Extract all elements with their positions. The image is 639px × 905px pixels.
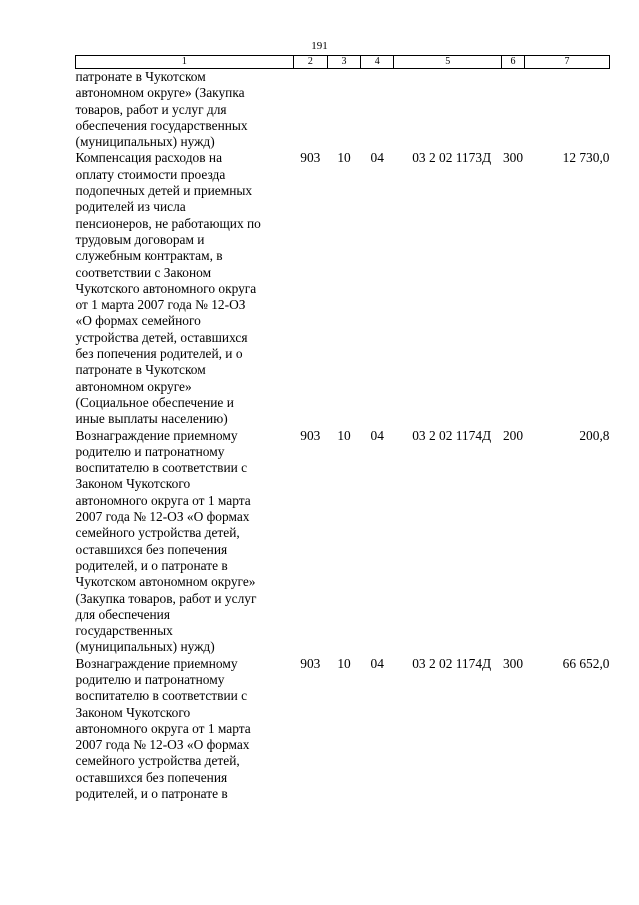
header-col-3: 3 [327,56,360,69]
description-line: иные выплаты населению) [75,411,228,427]
row-description [76,150,294,427]
description-line: семейного устройства детей, [75,753,240,769]
description-line: (муниципальных) нужд) [75,639,215,655]
row-amount: 200,8 [579,427,610,443]
row-expense-type: 300 [502,655,524,671]
description-line: 2007 года № 12-ОЗ «О формах [75,737,250,753]
row-section-code: 10 [337,655,351,671]
row-subsection-code [361,69,394,151]
description-line: от 1 марта 2007 года № 12-ОЗ [75,297,246,313]
table-row [76,428,610,656]
description-line: для обеспечения [75,606,170,622]
description-line: пенсионеров, не работающих по [75,215,261,231]
description-line: оставшихся без попечения [75,541,228,557]
row-section-code: 10 [337,427,351,443]
row-section-code [327,69,360,151]
header-col-7: 7 [524,56,609,69]
description-line: «О формах семейного [75,313,201,329]
description-line: родителю и патронатному [75,671,225,687]
description-line: автономного округа от 1 марта [75,492,251,508]
description-line: родителю и патронатному [75,443,225,459]
row-ministry-code: 903 [300,150,321,166]
description-line: государственных [75,623,173,639]
row-ministry-code: 903 [300,655,321,671]
description-line: Чукотском автономном округе» [75,574,256,590]
header-row [76,56,610,69]
description-line: оставшихся без попечения [75,769,228,785]
description-line: Вознаграждение приемному [75,427,238,443]
description-line: Вознаграждение приемному [75,655,238,671]
row-description [76,428,294,656]
description-line: служебным контрактам, в [75,248,223,264]
row-description [76,656,294,803]
description-line: оплату стоимости проезда [75,166,226,182]
description-line: родителей, и о патронате в [75,557,228,573]
row-target-article: 03 2 02 1173Д [412,150,492,166]
description-line: родителей из числа [75,199,186,215]
row-target-article: 03 2 02 1174Д [412,655,492,671]
description-line: автономного округа от 1 марта [75,720,251,736]
table-row [76,150,610,427]
row-amount: 66 652,0 [562,655,610,671]
description-line: Чукотского автономного округа [75,280,257,296]
row-ministry-code [293,69,327,151]
row-expense-type: 200 [502,427,524,443]
row-ministry-code: 903 [300,427,321,443]
description-line: товаров, работ и услуг для [75,101,227,117]
description-line: воспитателю в соответствии с [75,460,248,476]
description-line: соответствии с Законом [75,264,212,280]
description-line: устройства детей, оставшихся [75,329,248,345]
description-line: патронате в Чукотском [75,69,206,84]
description-line: (муниципальных) нужд) [75,134,215,150]
row-expense-type [502,69,525,151]
row-target-article: 03 2 02 1174Д [412,427,492,443]
description-line: без попечения родителей, и о [75,346,243,362]
table-header [76,56,610,69]
description-line: 2007 года № 12-ОЗ «О формах [75,509,250,525]
header-col-4: 4 [361,56,394,69]
budget-table [75,55,610,802]
header-col-2: 2 [293,56,327,69]
description-line: автономном округе» [75,378,192,394]
row-description [76,69,294,151]
row-target-article [394,69,502,151]
table-row [76,69,610,151]
description-line: (Закупка товаров, работ и услуг [75,590,257,606]
row-expense-type: 300 [502,150,524,166]
description-line: Законом Чукотского [75,476,191,492]
description-line: обеспечения государственных [75,117,248,133]
table-row [76,656,610,803]
page-number: 191 [311,40,328,52]
row-section-code: 10 [337,150,351,166]
row-subsection-code: 04 [370,655,384,671]
header-col-1: 1 [76,56,294,69]
description-line: подопечных детей и приемных [75,183,253,199]
description-line: семейного устройства детей, [75,525,240,541]
row-subsection-code: 04 [370,150,384,166]
description-line: патронате в Чукотском [75,362,206,378]
description-line: (Социальное обеспечение и [75,394,234,410]
description-line: воспитателю в соответствии с [75,688,248,704]
description-line: трудовым договорам и [75,231,205,247]
description-line: родителей, и о патронате в [75,786,228,802]
row-amount [524,69,609,151]
description-line: автономном округе» (Закупка [75,85,245,101]
table-body [76,69,610,803]
description-line: Законом Чукотского [75,704,191,720]
description-line: Компенсация расходов на [75,150,223,166]
header-col-6: 6 [502,56,525,69]
row-subsection-code: 04 [370,427,384,443]
header-col-5: 5 [394,56,502,69]
row-amount: 12 730,0 [562,150,610,166]
